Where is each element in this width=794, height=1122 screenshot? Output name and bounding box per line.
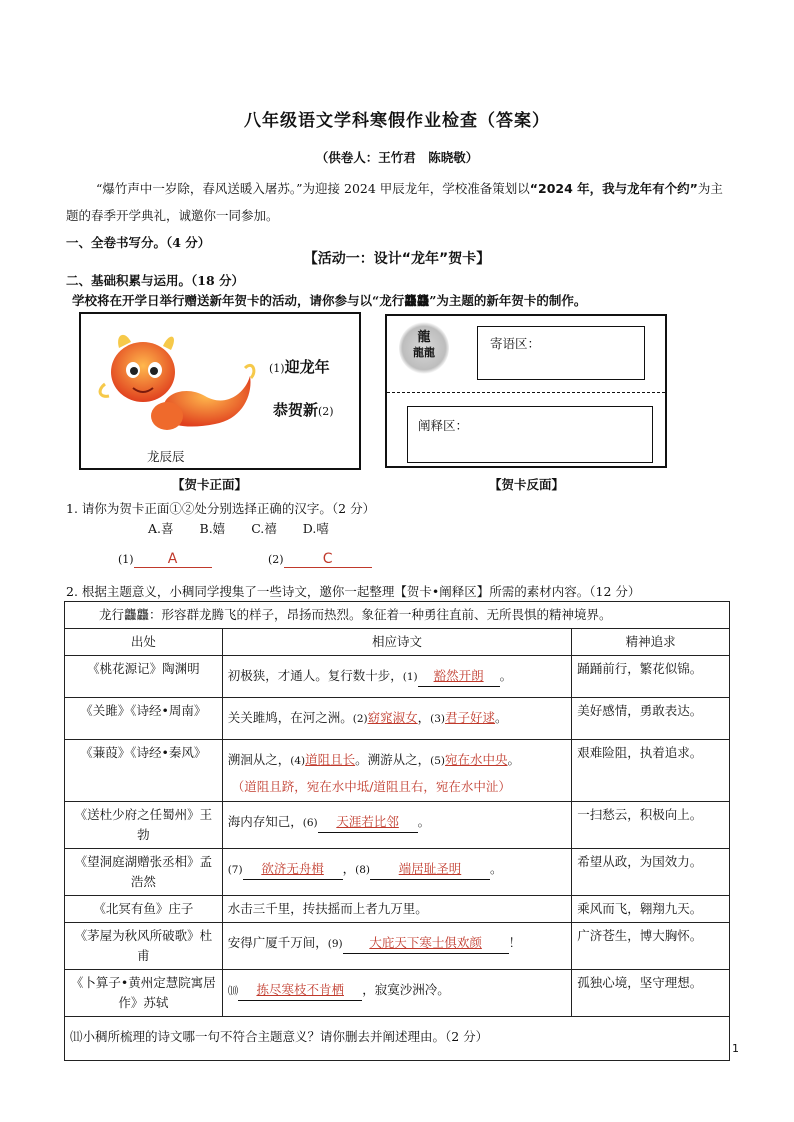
intro-paragraph xyxy=(66,175,730,229)
chanshi-area xyxy=(407,406,653,463)
page-number: 1 xyxy=(732,1042,739,1055)
row-4-poem: 海内存知己，(6) 天涯若比邻 。 xyxy=(222,802,572,849)
table-intro: 龙行龘龘：形容群龙腾飞的样子，昂扬而热烈。象征着一种勇往直前、无所畏惧的精神境界。 xyxy=(65,602,730,629)
section-1-heading: 一、全卷书写分。（4 分） xyxy=(66,235,211,250)
row-1-spirit: 踊踊前行，繁花似锦。 xyxy=(572,656,730,698)
intro-text-1: “爆竹声中一岁除，春风送暖入屠苏。”为迎接 2024 甲辰龙年，学校准备策划以 xyxy=(96,181,530,196)
option-d: D.嘻 xyxy=(302,521,329,536)
greeting-line-1 xyxy=(269,356,330,377)
row-7-source: 《茅屋为秋风所破歌》杜甫 xyxy=(65,923,223,970)
row-3-poem: 溯洄从之，(4)道阻且长。溯游从之，(5)宛在水中央。 （道阻且跻，宛在水中坻/道阻且右，宛在水中沚） xyxy=(222,740,572,802)
row-8-poem: ⑽ 拣尽寒枝不肯栖 ，寂寞沙洲冷。 xyxy=(222,970,572,1017)
row-2-source: 《关雎》《诗经•周南》 xyxy=(65,698,223,740)
answer-(3): 君子好逑 xyxy=(445,710,496,725)
jiyu-label: 寄语区： xyxy=(490,336,541,351)
answer-(5): 宛在水中央 xyxy=(445,752,508,767)
row-5-spirit: 希望从政，为国效力。 xyxy=(572,849,730,896)
jiyu-area xyxy=(477,326,645,380)
answer-(10): 拣尽寒枝不肯栖 xyxy=(256,982,344,997)
header-poem: 相应诗文 xyxy=(222,629,572,656)
row-4-spirit: 一扫愁云，积极向上。 xyxy=(572,802,730,849)
row-7-spirit: 广济苍生，博大胸怀。 xyxy=(572,923,730,970)
row-8-source: 《卜算子•黄州定慧院寓居作》苏轼 xyxy=(65,970,223,1017)
divider-dashed xyxy=(387,392,665,393)
row-3-spirit: 艰难险阻，执着追求。 xyxy=(572,740,730,802)
blank-marker-2: (2) xyxy=(318,405,334,418)
question-11: ⑾小稠所梳理的诗文哪一句不符合主题意义？请你删去并阐述理由。（2 分） xyxy=(65,1017,730,1061)
chanshi-label: 阐释区： xyxy=(418,418,469,433)
row-2-spirit: 美好感情，勇敢表达。 xyxy=(572,698,730,740)
greeting-text-2: 恭贺新 xyxy=(273,401,319,419)
dragon-illustration xyxy=(95,324,260,442)
option-c: C.禧 xyxy=(251,521,277,536)
question-2: 2. 根据主题意义，小稠同学搜集了一些诗文，邀你一起整理【贺卡•阐释区】所需的素材内容。（12 分） xyxy=(66,584,641,599)
answer-(6): 天涯若比邻 xyxy=(336,814,399,829)
row-7-poem: 安得广厦千万间，(9) 大庇天下寒士俱欢颜 ！ xyxy=(222,923,572,970)
card-front-caption: 【贺卡正面】 xyxy=(172,477,248,492)
greeting-line-2 xyxy=(273,399,334,420)
row-6-poem: 水击三千里，抟扶摇而上者九万里。 xyxy=(222,896,572,923)
dragon-seal-logo: 龍 龍龍 xyxy=(399,322,449,374)
option-a: A.喜 xyxy=(148,521,174,536)
answer-(4): 道阻且长 xyxy=(305,752,356,767)
blank-marker-1: (1) xyxy=(269,362,285,375)
answer-(2): 窈窕淑女 xyxy=(367,710,418,725)
card-instruction: 学校将在开学日举行赠送新年贺卡的活动，请你参与以“龙行龘龘”为主题的新年贺卡的制作。 xyxy=(72,293,587,308)
section-2-heading: 二、基础积累与运用。（18 分） xyxy=(66,273,244,288)
poem-table xyxy=(64,601,730,1061)
row-4-source: 《送杜少府之任蜀州》王勃 xyxy=(65,802,223,849)
answer-1-label: (1) xyxy=(118,553,134,566)
page-title: 八年级语文学科寒假作业检查（答案） xyxy=(244,111,550,131)
row-5-source: 《望洞庭湖赠张丞相》孟浩然 xyxy=(65,849,223,896)
row-5-poem: (7) 欲济无舟楫 ，(8) 端居耻圣明 。 xyxy=(222,849,572,896)
intro-theme: “2024 年，我与龙年有个约” xyxy=(529,181,698,196)
dragon-name: 龙辰辰 xyxy=(147,449,185,464)
answer-(7): 欲济无舟楫 xyxy=(261,861,324,876)
answer-2-label: (2) xyxy=(268,553,284,566)
answer-(9): 大庇天下寒士俱欢颜 xyxy=(369,935,482,950)
header-source: 出处 xyxy=(65,629,223,656)
card-front xyxy=(79,312,361,470)
greeting-text-1: 迎龙年 xyxy=(284,358,330,376)
answer-1-row xyxy=(118,551,212,568)
row-6-spirit: 乘风而飞，翱翔九天。 xyxy=(572,896,730,923)
question-1-options xyxy=(148,519,355,537)
question-1: 1. 请你为贺卡正面①②处分别选择正确的汉字。（2 分） xyxy=(66,501,376,516)
row-1-source: 《桃花源记》陶渊明 xyxy=(65,656,223,698)
answer-(4)(5)-variants: （道阻且跻，宛在水中坻/道阻且右，宛在水中沚） xyxy=(231,779,511,794)
answer-(8): 端居耻圣明 xyxy=(398,861,462,876)
answer-(1): 豁然开朗 xyxy=(433,668,484,683)
row-1-poem: 初极狭，才通人。复行数十步，(1) 豁然开朗 。 xyxy=(222,656,572,698)
card-back-caption: 【贺卡反面】 xyxy=(489,477,565,492)
row-6-source: 《北冥有鱼》庄子 xyxy=(65,896,223,923)
row-3-source: 《蒹葭》《诗经•秦风》 xyxy=(65,740,223,802)
intro-text-2: 为主题的春季开学典礼，诚邀你一同参加。 xyxy=(66,181,723,223)
activity-1-heading: 【活动一：设计“龙年”贺卡】 xyxy=(303,251,491,267)
row-2-poem: 关关雎鸠，在河之洲。(2)窈窕淑女，(3)君子好逑。 xyxy=(222,698,572,740)
row-8-spirit: 孤独心境，坚守理想。 xyxy=(572,970,730,1017)
answer-2-row xyxy=(268,551,372,568)
answer-2: C xyxy=(284,551,372,568)
card-back xyxy=(385,314,667,468)
answer-1: A xyxy=(134,551,212,568)
authors-line: （供卷人：王竹君 陈晓敬） xyxy=(315,150,479,165)
header-spirit: 精神追求 xyxy=(572,629,730,656)
option-b: B.嬉 xyxy=(199,521,226,536)
